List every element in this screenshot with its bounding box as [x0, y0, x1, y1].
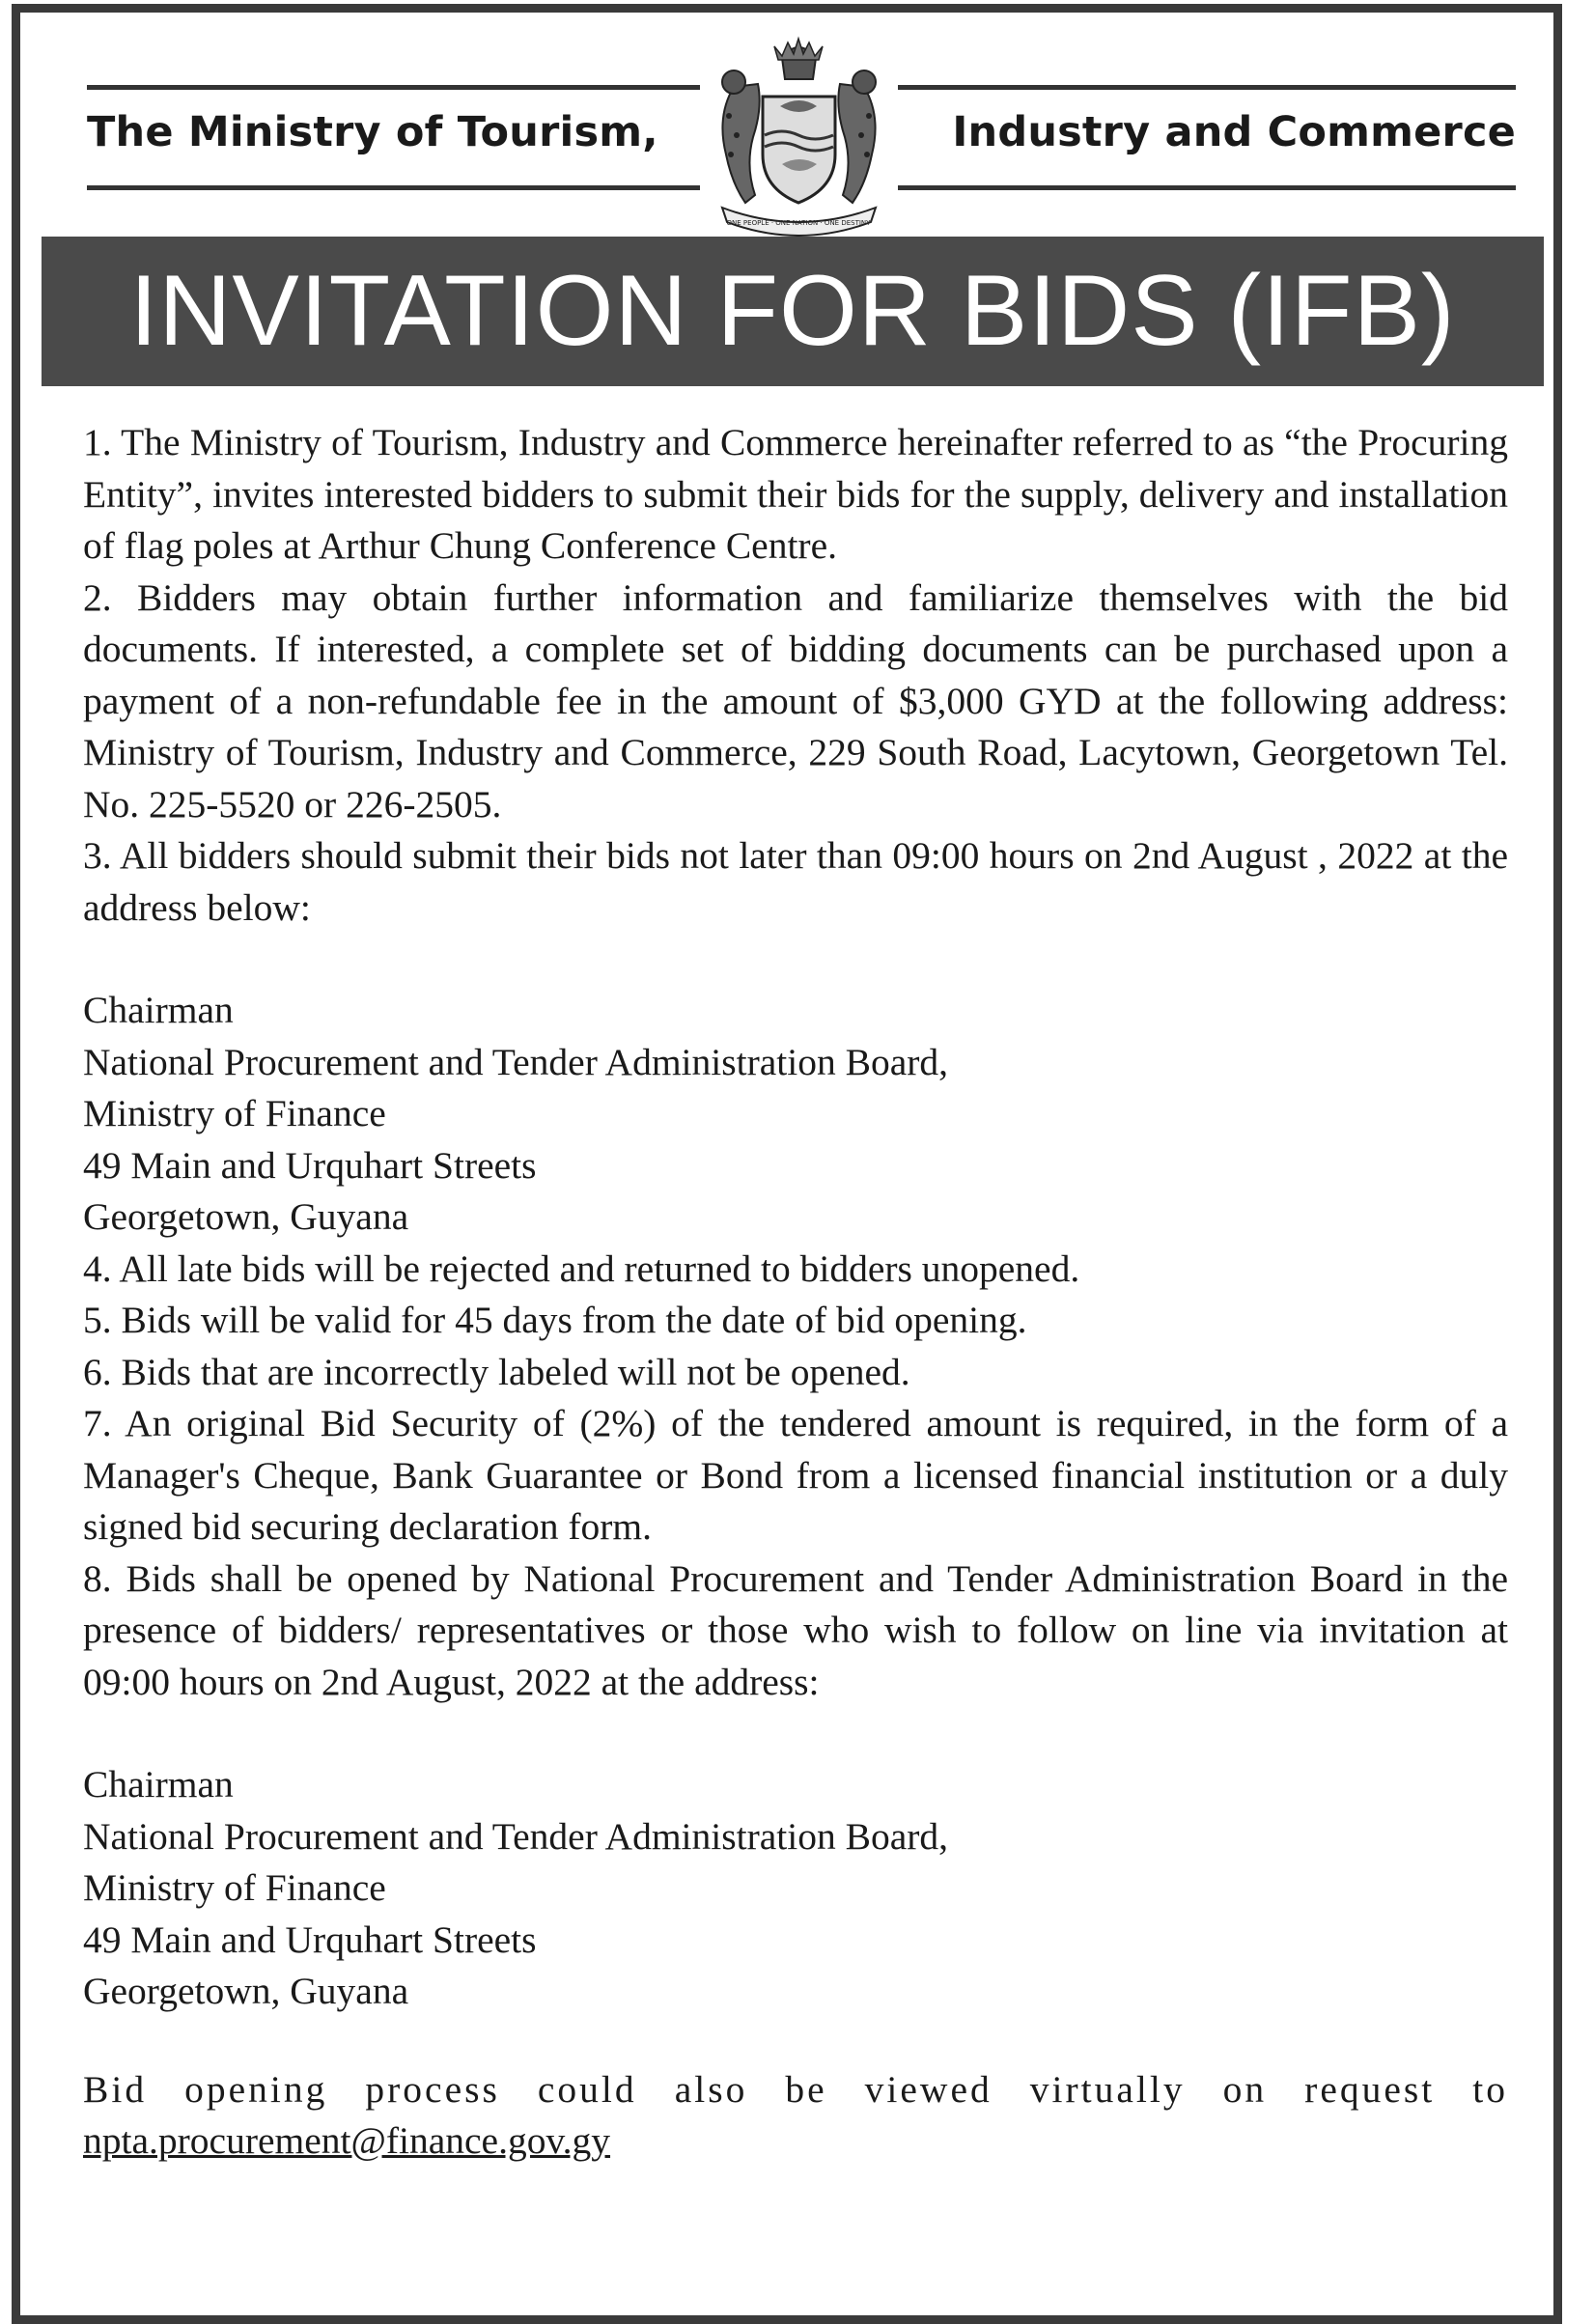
paragraph-3: 3. All bidders should submit their bids not later than 09:00 hours on 2nd August , 2022 at the address below: [83, 834, 1508, 929]
document-body [83, 417, 1508, 2168]
paragraph-1: 1. The Ministry of Tourism, Industry and Commerce hereinafter referred to as “the Procuring Entity”, invites interested bidders to submit their bids for the supply, delivery and installation of flag poles at Arthur Chung Conference Centre. [83, 421, 1508, 567]
closing-note [83, 2064, 1508, 2168]
paragraph-4: 4. All late bids will be rejected and returned to bidders unopened. [83, 1246, 1080, 1290]
address-line: National Procurement and Tender Administration Board, [83, 1814, 949, 1858]
header-right-text: Industry and Commerce [952, 108, 1516, 156]
header-rule [898, 85, 1516, 90]
svg-text:ONE PEOPLE · ONE NATION · ONE: ONE PEOPLE · ONE NATION · ONE DESTINY [726, 219, 871, 227]
header-rule [898, 185, 1516, 190]
page-title: INVITATION FOR BIDS (IFB) [42, 237, 1544, 386]
address-line: 49 Main and Urquhart Streets [83, 1918, 537, 1961]
closing-text: Bid opening process could also be viewed virtually on request to [83, 2067, 1508, 2111]
address-line: Chairman [83, 989, 234, 1031]
address-line: Chairman [83, 1763, 234, 1806]
coat-of-arms-icon [705, 29, 893, 237]
spacer [83, 1708, 1508, 1759]
address-line: Ministry of Finance [83, 1092, 386, 1134]
address-line: Georgetown, Guyana [83, 1970, 409, 2012]
paragraph-8: 8. Bids shall be opened by National Procurement and Tender Administration Board in the presence of bidders/ representatives or those who wish to follow on line via invitation at 09:00 hours on 2nd August, 2022 at the address: [83, 1556, 1508, 1703]
address-block [83, 985, 1508, 1244]
paragraph-5: 5. Bids will be valid for 45 days from the date of bid opening. [83, 1299, 1027, 1341]
address-line: Georgetown, Guyana [83, 1195, 409, 1238]
address-line: Ministry of Finance [83, 1866, 386, 1909]
paragraph-7: 7. An original Bid Security of (2%) of the tendered amount is required, in the form of a Manager's Cheque, Bank Guarantee or Bond from a licensed financial institution or a duly signed bid securing declaration form. [83, 1402, 1508, 1548]
paragraph-2: 2. Bidders may obtain further information and familiarize themselves with the bid documents. If interested, a complete set of bidding documents can be purchased upon a payment of a non-refundable fee in the amount of $3,000 GYD at the following address: Ministry of Tourism, Industry and Commerce, 229 South Road, Lacytown, Georgetown Tel. No. 225-5520 or 226-2505. [83, 575, 1508, 826]
header-rule [87, 85, 700, 90]
paragraph-6: 6. Bids that are incorrectly labeled will not be opened. [83, 1350, 910, 1393]
address-block [83, 1759, 1508, 2018]
spacer [83, 2018, 1508, 2064]
header-left-text: The Ministry of Tourism, [87, 108, 658, 156]
address-line: National Procurement and Tender Administration Board, [83, 1040, 949, 1083]
spacer [83, 934, 1508, 985]
ministry-header [68, 29, 1516, 237]
email-link[interactable]: npta.procurement@finance.gov.gy [83, 2119, 611, 2162]
header-rule [87, 185, 700, 190]
address-line: 49 Main and Urquhart Streets [83, 1143, 537, 1187]
